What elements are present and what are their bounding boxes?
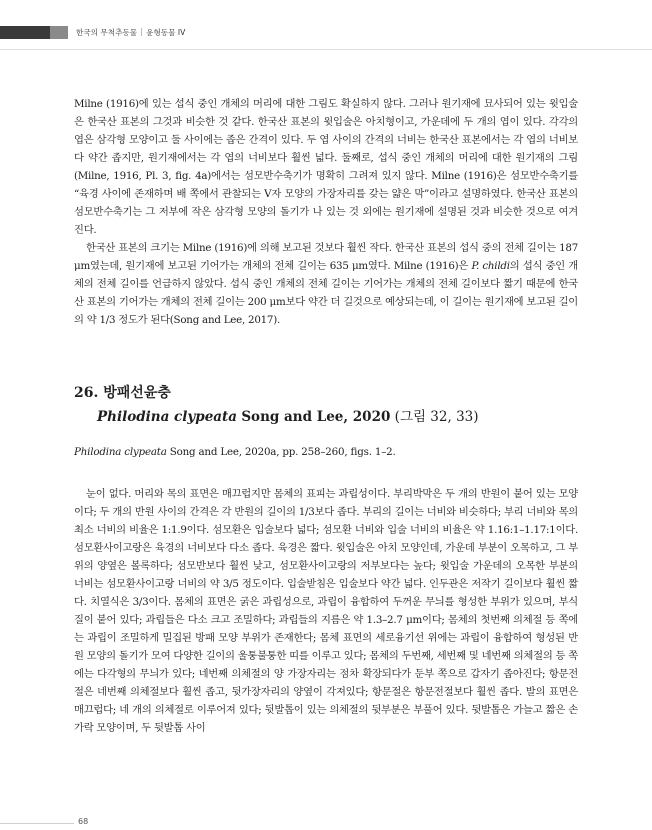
species-name-inline: P. childi [471,260,510,272]
footer-rule [0,823,74,824]
body-block-bottom [74,485,578,737]
section-authority: Song and Lee, 2020 [241,409,391,425]
section-species: Philodina clypeata [97,409,238,425]
header-bar-dark [0,26,50,39]
header-bar-light [50,26,68,39]
page-number: 68 [78,817,89,826]
body-block-top [74,95,578,329]
paragraph-3: 눈이 없다. 머리와 목의 표면은 매끄럽지만 몸체의 표피는 과립성이다. 부리박막은 두 개의 반원이 붙어 있는 모양이다; 두 개의 반원 사이의 간격은 각 반원의 길이의 1/3보다 좁다. 부리의 길이는 너비와 비슷하다; 부리 너비와 목의 최소 너비의 비율은 1:1.9이다. 섬모환은 입술보다 넓다; 섬모환 너비와 입술 너비의 비율은 약 1.16:1–1.17:1이다. 섬모환사이고랑은 육경의 너비보다 다소 좁다. 육경은 짧다. 윗입술은 아치 모양인데, 가운데 부분이 오목하고, 그 부위의 양옆은 볼록하다; 섬모반보다 훨씬 낮고, 섬모환사이고랑의 저부보다는 높다; 윗입술 가운데의 오목한 부분의 너비는 섬모환사이고랑 너비의 약 3/5 정도이다. 입술받침은 입술보다 약간 넓다. 인두관은 저작기 길이보다 훨씬 짧다. 치열식은 3/3이다. 몸체의 표면은 굵은 과립성으로, 과립이 융합하여 두꺼운 무늬를 형성한 부위가 있으며, 부식질이 붙어 있다; 과립들은 다소 크고 조밀하다; 과립들의 지름은 약 1.3–2.7 μm이다; 몸체의 첫번째 의체절 등 쪽에는 과립이 조밀하게 밀집된 방패 모양 부위가 존재한다; 몸체 표면의 세로융기선 위에는 과립이 융합하여 형성된 반원 모양의 돌기가 모여 다양한 길이의 울퉁불퉁한 띠를 이루고 있다; 몸체의 두번째, 세번째 및 네번째 의체절의 등 쪽에는 다각형의 무늬가 있다; 네번째 의체절의 양 가장자리는 점차 확장되다가 둔부 쪽으로 갑자기 좁아진다; 항문전절은 네번째 의체절보다 훨씬 좁고, 뒷가장자리의 양옆이 각져있다; 항문절은 항문전절보다 훨씬 좁다. 발의 표면은 매끄럽다; 네 개의 의체절로 이루어져 있다; 뒷발톱이 있는 의체절의 뒷부분은 부풀어 있다. 뒷발톱은 가늘고 짧은 손가락 모양이며, 두 뒷발톱 사이 [74,488,578,734]
header-rule [0,49,652,50]
running-header [76,26,185,39]
paragraph-2-start: 한국산 표본의 크기는 Milne (1916)에 의해 보고된 것보다 훨씬 작다. 한국산 표본의 섭식 중의 전체 길이는 187 μm였는데, 원기재에 보고된 기어가는 개체의 전체 길이는 635 μm였다. Milne (1916)은 [74,242,578,272]
section-figures: (그림 32, 33) [394,409,479,425]
header-divider [141,28,142,36]
paragraph-1: Milne (1916)에 있는 섭식 중인 개체의 머리에 대한 그림도 확실하지 않다. 그러나 원기재에 묘사되어 있는 윗입술은 한국산 표본의 그것과 비슷한 것 같다. 한국산 표본의 윗입술은 아치형이고, 가운데에 두 개의 엽이 있다. 각각의 엽은 삼각형 모양이고 둘 사이에는 좁은 간격이 있다. 두 엽 사이의 간격의 너비는 한국산 표본에서는 각 엽의 너비보다 약간 좁지만, 원기재에서는 각 엽의 너비보다 훨씬 넓다. 둘째로, 섭식 중인 개체의 머리에 대한 원기재의 그림(Milne, 1916, Pl. 3, fig. 4a)에서는 섬모반수축기가 명확히 그려져 있지 않다. Milne (1916)은 섬모반수축기를 “육경 사이에 존재하며 배 쪽에서 관찰되는 V자 모양의 가장자리를 갖는 얇은 막”이라고 설명하였다. 한국산 표본의 섬모반수축기는 그 저부에 작은 삼각형 모양의 돌기가 나 있는 것 외에는 원기재에 설명된 것과 비슷한 것으로 여겨진다. [74,98,578,236]
volume-title: 윤형동물 IV [146,28,186,37]
section-subheading [97,405,479,425]
section-heading: 26. 방패선윤충 [74,385,171,401]
citation-reference: Song and Lee, 2020a, pp. 258–260, figs. 1–2. [169,446,396,458]
book-title: 한국의 무척추동물 [76,28,138,37]
paragraph-2 [74,239,578,329]
paragraph-2-end: 의 섭식 중인 개체의 전체 길이를 언급하지 않았다. 섭식 중인 개체의 전체 길이는 기어가는 개체의 전체 길이보다 짧기 때문에 한국산 표본의 기어가는 개체의 전체 길이는 200 μm보다 약간 더 길것으로 예상되는데, 이 길이는 원기재에 보고된 길이의 약 1/3 정도가 된다(Song and Lee, 2017). [74,260,578,326]
citation-species: Philodina clypeata [74,446,167,458]
synonymy-citation [74,446,396,458]
